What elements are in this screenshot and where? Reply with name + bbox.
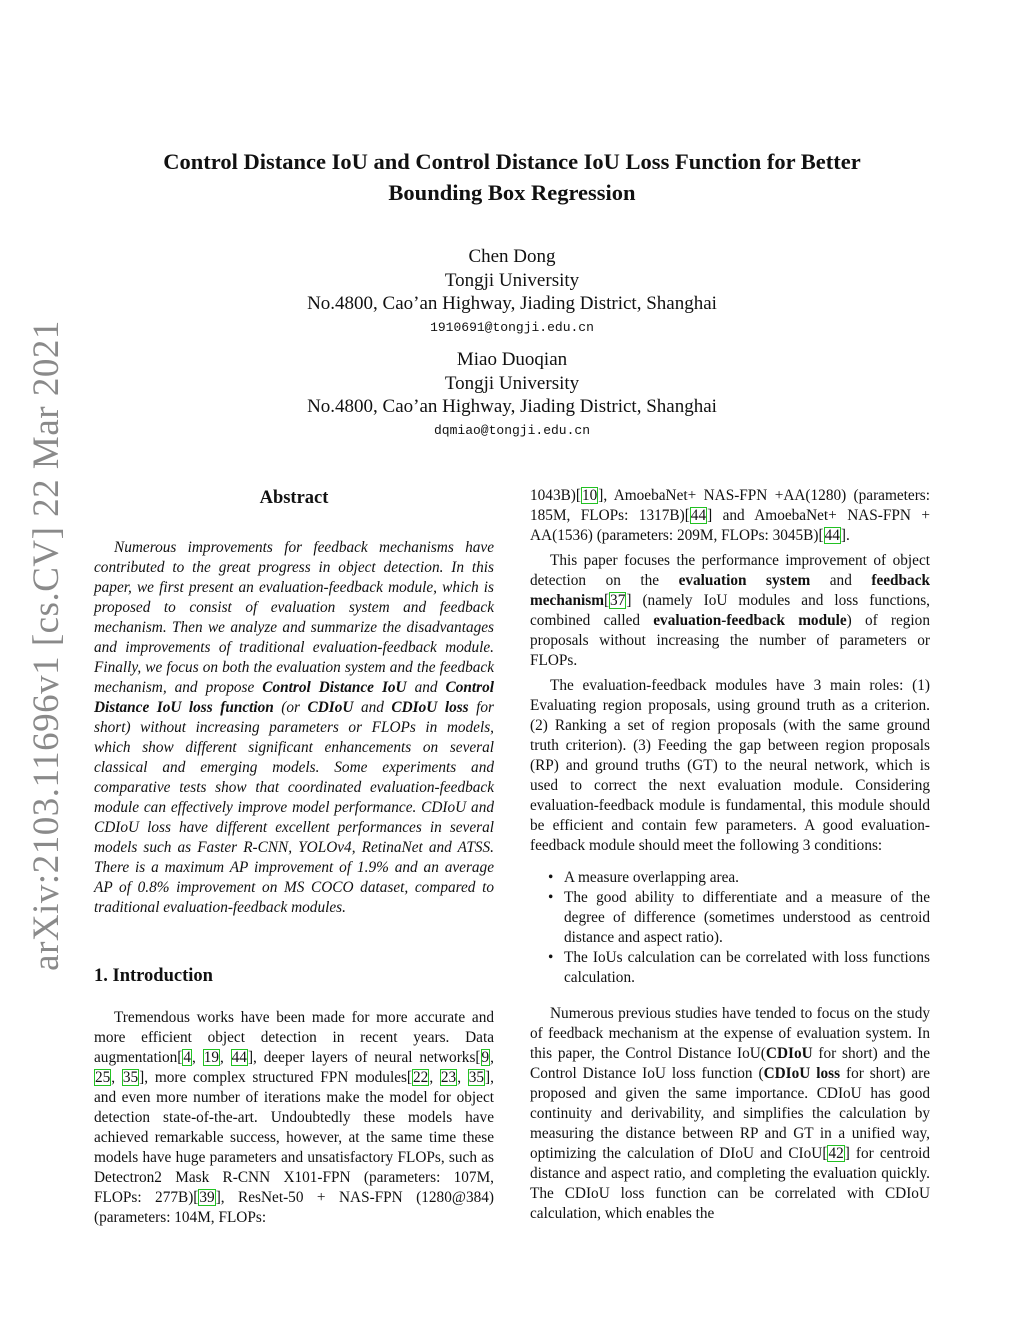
citation-link[interactable]: 23 [440, 1069, 457, 1086]
citation-link[interactable]: 9 [481, 1049, 490, 1066]
right-column [530, 486, 930, 1229]
spacer [530, 988, 930, 1004]
author-address: No.4800, Cao’an Highway, Jiading District, Shanghai [307, 293, 717, 314]
title-line-1: Control Distance IoU and Control Distance IoU Loss Function for Better [163, 149, 861, 174]
author-email[interactable]: 1910691@tongji.edu.cn [430, 319, 594, 335]
citation-link[interactable]: 19 [203, 1049, 219, 1066]
author-block-1 [95, 245, 929, 340]
citation-link[interactable]: 44 [231, 1049, 247, 1066]
intro-paragraph: Tremendous works have been made for more accurate and more efficient object detection in recent years. Data augmentation[4, 19, 44], deeper layers of neural networks[9, 25, 35], more complex structured FPN modules[22, 23, 35], and even more number of iterations make the model for object detection state-of-the-art. Undoubtedly these models have achieved remarkable success, however, at the same time these models have huge parameters and unsatisfactory FLOPs, such as Detectron2 Mask R-CNN X101-FPN (parameters: 107M, FLOPs: 277B)[39], ResNet-50 + NAS-FPN (1280@384) (parameters: 104M, FLOPs: [94, 1009, 494, 1226]
body-paragraph: This paper focuses the performance improvement of object detection on the evaluation system and feedback mechanism[37] (namely IoU modules and loss functions, combined called evaluation-feedback module) of region proposals without increasing the number of parameters or FLOPs. [530, 552, 930, 669]
author-affiliation: Tongji University [444, 372, 580, 394]
body-paragraph: The evaluation-feedback modules have 3 main roles: (1) Evaluating region proposals, using ground truth as a criterion. (2) Ranking a set of region proposals (with the same ground truth criterion). (3) Feeding the gap between region proposals (RP) and ground truths (GT) to the neural network, which is used to correct the next evaluation module. Considering evaluation-feedback module is fundamental, this module should be efficient and contain few parameters. A good evaluation-feedback module should meet the following 3 conditions: [530, 677, 930, 854]
citation-link[interactable]: 35 [468, 1069, 485, 1086]
title-line-2: Bounding Box Regression [388, 180, 636, 205]
author-affiliation: Tongji University [444, 269, 580, 291]
conditions-list [530, 868, 930, 988]
citation-link[interactable]: 35 [122, 1069, 139, 1086]
arxiv-stamp-container [25, 319, 67, 971]
list-item: • The good ability to differentiate and a measure of the degree of difference (sometimes understood as centroid distance and aspect ratio). [564, 888, 930, 948]
citation-link[interactable]: 44 [824, 527, 840, 544]
section-heading-introduction: 1. Introduction [94, 966, 213, 986]
body-paragraph: 1043B)[10], AmoebaNet+ NAS-FPN +AA(1280) (parameters: 185M, FLOPs: 1317B)[44] and AmoebaNet+ NAS-FPN + AA(1536) (parameters: 209M, FLOPs: 3045B)[44]. [530, 487, 930, 544]
list-item: • A measure overlapping area. [564, 868, 930, 888]
author-name: Chen Dong [468, 246, 556, 267]
arxiv-stamp: arXiv:2103.11696v1 [cs.CV] 22 Mar 2021 [25, 319, 67, 971]
paper-title [95, 146, 929, 208]
list-item: • The IoUs calculation can be correlated with loss functions calculation. [564, 948, 930, 988]
citation-link[interactable]: 44 [690, 507, 707, 524]
author-email[interactable]: dqmiao@tongji.edu.cn [433, 422, 591, 438]
author-block-2 [95, 348, 929, 443]
abstract-heading: Abstract [259, 488, 329, 508]
abstract-text: Numerous improvements for feedback mechanisms have contributed to the great progress in object detection. In this paper, we first present an evaluation-feedback module, which is proposed to consist of evaluation system and feedback mechanism. Then we analyze and summarize the disadvantages and improvements of traditional evaluation-feedback module. Finally, we focus on both the evaluation system and the feedback mechanism, and propose Control Distance IoU and Control Distance IoU loss function (or CDIoU and CDIoU loss for short) without increasing parameters or FLOPs in models, which show different significant enhancements on several classical and emerging models. Some experiments and comparative tests show that coordinated evaluation-feedback module can effectively improve model performance. CDIoU and CDIoU loss have different excellent performances in several models such as Faster R-CNN, YOLOv4, RetinaNet and ATSS. There is a maximum AP improvement of 1.9% and an average AP of 0.8% improvement on MS COCO dataset, compared to traditional evaluation-feedback modules. [94, 539, 495, 916]
body-paragraph: Numerous previous studies have tended to focus on the study of feedback mechanism at the expense of evaluation system. In this paper, the Control Distance IoU(CDIoU for short) and the Control Distance IoU loss function (CDIoU loss for short) are proposed and given the same importance. CDIoU has good continuity and derivability, and simplifies the calculation by measuring the distance between RP and GT in a unified way, optimizing the calculation of DIoU and CIoU[42] for centroid distance and aspect ratio, and completing the evaluation quickly. The CDIoU loss function can be correlated with CDIoU calculation, which enables the [530, 1005, 931, 1222]
author-name: Miao Duoqian [456, 349, 568, 370]
author-address: No.4800, Cao’an Highway, Jiading District, Shanghai [307, 396, 717, 417]
citation-link[interactable]: 4 [183, 1049, 192, 1066]
left-column [94, 486, 494, 1233]
citation-link[interactable]: 25 [95, 1069, 111, 1086]
citation-link[interactable]: 42 [828, 1145, 844, 1162]
citation-link[interactable]: 10 [582, 487, 598, 504]
citation-link[interactable]: 39 [199, 1189, 215, 1206]
citation-link[interactable]: 22 [413, 1069, 429, 1086]
citation-link[interactable]: 37 [610, 592, 626, 609]
